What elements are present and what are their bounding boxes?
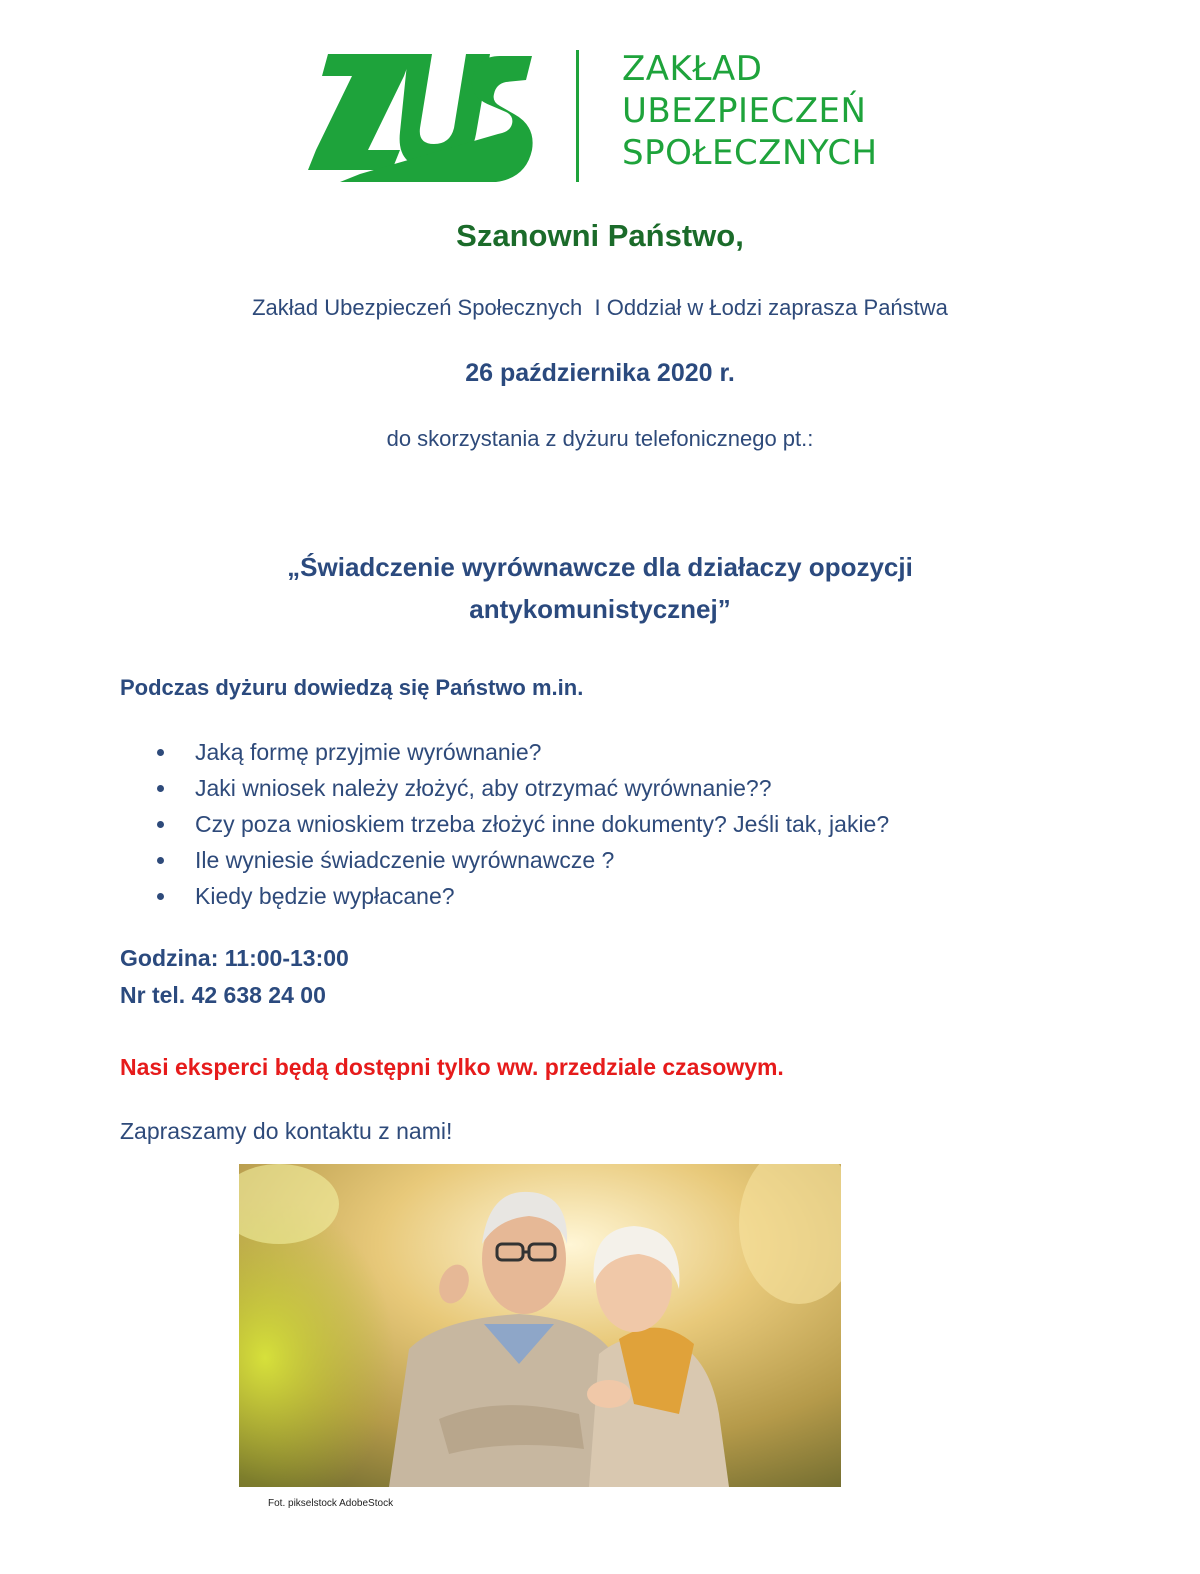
zus-logo: [300, 46, 920, 186]
phone-number: Nr tel. 42 638 24 00: [120, 982, 326, 1008]
photo-illustration: [239, 1164, 841, 1487]
senior-couple-photo: [239, 1164, 841, 1487]
bullet-icon: [157, 749, 164, 756]
list-item: [155, 878, 889, 914]
bullet-icon: [157, 785, 164, 792]
hours: Godzina: 11:00-13:00: [120, 945, 349, 971]
zus-logo-mark: [300, 46, 540, 186]
invite-text: Zapraszamy do kontaktu z nami!: [120, 1118, 453, 1144]
logo-line-1: ZAKŁAD: [622, 49, 763, 89]
logo-text: [622, 48, 878, 174]
photo-credit: Fot. pikselstock AdobeStock: [268, 1498, 394, 1509]
questions-list: [155, 734, 889, 914]
sub-text: do skorzystania z dyżuru telefonicznego pt.:: [386, 426, 814, 451]
event-date: 26 października 2020 r.: [465, 359, 735, 387]
topic-title: [0, 546, 1200, 630]
question-text: Jaki wniosek należy złożyć, aby otrzymać wyrównanie??: [195, 775, 772, 801]
topic-line-2: antykomunistycznej”: [469, 594, 731, 624]
question-text: Jaką formę przyjmie wyrównanie?: [195, 739, 542, 765]
question-text: Czy poza wnioskiem trzeba złożyć inne dokumenty? Jeśli tak, jakie?: [195, 811, 890, 837]
question-text: Ile wyniesie świadczenie wyrównawcze ?: [195, 847, 615, 873]
logo-line-2: UBEZPIECZEŃ: [622, 91, 867, 131]
logo-line-3: SPOŁECZNYCH: [622, 133, 878, 173]
bullet-icon: [157, 857, 164, 864]
intro-text: Zakład Ubezpieczeń Społecznych I Oddział w Łodzi zaprasza Państwa: [252, 295, 948, 320]
bullet-icon: [157, 821, 164, 828]
bullet-icon: [157, 893, 164, 900]
question-text: Kiedy będzie wypłacane?: [195, 883, 455, 909]
topic-line-1: „Świadczenie wyrównawcze dla działaczy opozycji: [287, 552, 913, 582]
learn-heading: Podczas dyżuru dowiedzą się Państwo m.in.: [120, 675, 584, 700]
list-item: [155, 770, 889, 806]
list-item: [155, 734, 889, 770]
greeting: Szanowni Państwo,: [456, 218, 744, 253]
logo-divider: [576, 50, 579, 182]
list-item: [155, 806, 889, 842]
list-item: [155, 842, 889, 878]
availability-warning: Nasi eksperci będą dostępni tylko ww. przedziale czasowym.: [120, 1054, 784, 1080]
